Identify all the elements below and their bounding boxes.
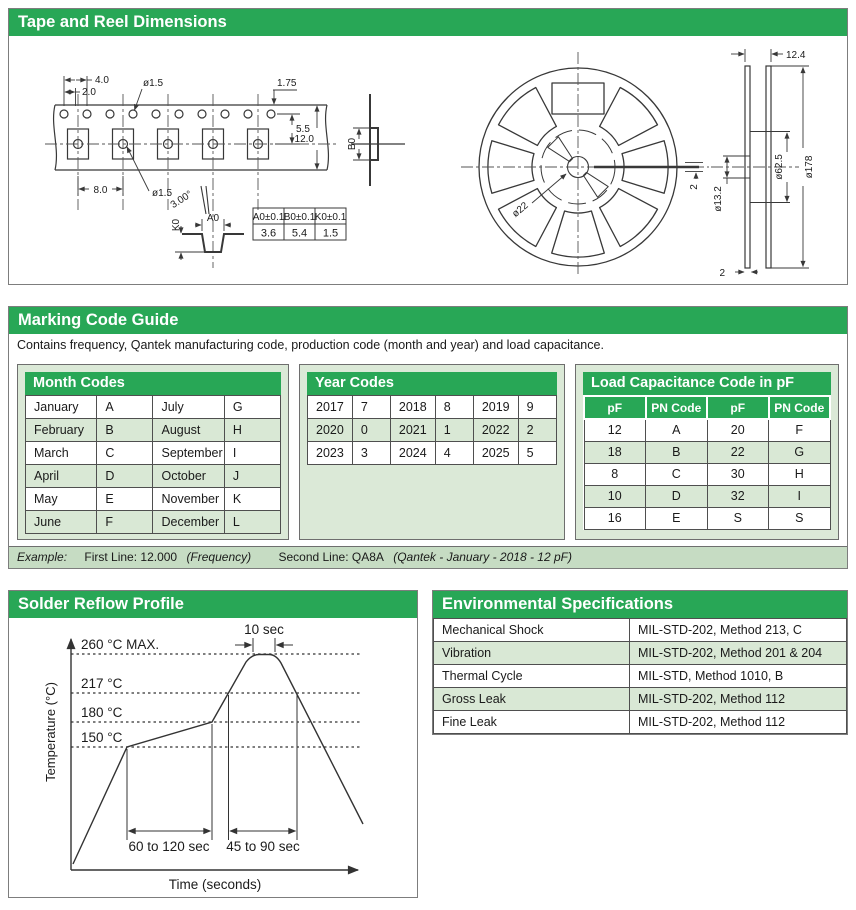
- table-cell: Fine Leak: [434, 711, 630, 734]
- year-codes-panel: [299, 364, 565, 540]
- table-cell: MIL-STD-202, Method 112: [630, 688, 847, 711]
- table-cell: B: [646, 441, 708, 463]
- ref-180-label: 180 °C: [81, 705, 123, 720]
- tape-reel-drawing: [9, 36, 847, 284]
- dim-label-bore-dia: ø13.2: [713, 186, 724, 212]
- table-cell: June: [26, 511, 97, 534]
- table-cell: 2022: [473, 419, 518, 442]
- ref-217-label: 217 °C: [81, 676, 123, 691]
- example-second-note: (Qantek - January - 2018 - 12 pF): [393, 550, 572, 564]
- marking-panels: [9, 356, 847, 548]
- table-cell: G: [224, 396, 280, 419]
- dim-label-b0: B0: [347, 137, 358, 151]
- table-cell: S: [707, 507, 769, 529]
- dim-label-hole-dia-top: ø1.5: [143, 78, 164, 89]
- table-cell: May: [26, 488, 97, 511]
- section-title: Marking Code Guide: [18, 311, 179, 329]
- load-capacitance-header-row: [584, 396, 830, 419]
- table-cell: 9: [518, 396, 556, 419]
- table-cell: 16: [584, 507, 646, 529]
- dim-label-edge-margin: 1.75: [277, 78, 297, 89]
- table-cell: February: [26, 419, 97, 442]
- dim-label-tape-thickness: 2: [689, 184, 700, 190]
- month-codes-panel: [17, 364, 289, 540]
- table-cell: L: [224, 511, 280, 534]
- table-cell: 3: [352, 442, 390, 465]
- section-title: Tape and Reel Dimensions: [18, 13, 227, 31]
- column-header: PN Code: [769, 396, 831, 419]
- environmental-specs-section: [432, 590, 848, 735]
- table-cell: A: [97, 396, 153, 419]
- column-header: PN Code: [646, 396, 708, 419]
- table-cell: December: [153, 511, 224, 534]
- table-row: [26, 488, 281, 511]
- table-cell: MIL-STD-202, Method 201 & 204: [630, 642, 847, 665]
- table-row: [26, 442, 281, 465]
- dim-label-hole-dia-pocket: ø1.5: [152, 188, 173, 199]
- table-cell: July: [153, 396, 224, 419]
- table-cell: K: [224, 488, 280, 511]
- table-cell: J: [224, 465, 280, 488]
- table-cell: F: [97, 511, 153, 534]
- dim-label-tape-width: 12.0: [294, 134, 314, 145]
- table-cell: September: [153, 442, 224, 465]
- ref-150-label: 150 °C: [81, 730, 123, 745]
- peak-time-label: 10 sec: [244, 622, 284, 637]
- table-row: [434, 688, 847, 711]
- table-cell: 2021: [390, 419, 435, 442]
- table-cell: I: [769, 485, 831, 507]
- table-cell: F: [769, 419, 831, 441]
- environmental-specs-table: [433, 618, 847, 734]
- table-cell: D: [646, 485, 708, 507]
- table-cell: A: [646, 419, 708, 441]
- table-cell: 2020: [308, 419, 353, 442]
- table-row: [308, 442, 557, 465]
- dim-label-pocket-pitch: 8.0: [93, 185, 108, 196]
- table-cell: 2018: [390, 396, 435, 419]
- pocket-dim-table: [253, 208, 347, 240]
- dim-table-value-k0: 1.5: [322, 227, 339, 240]
- table-cell: B: [97, 419, 153, 442]
- dim-table-value-b0: 5.4: [291, 227, 308, 240]
- table-row: [26, 511, 281, 534]
- table-cell: 5: [518, 442, 556, 465]
- column-header: pF: [707, 396, 769, 419]
- marking-code-section: [8, 306, 848, 569]
- section-title: Solder Reflow Profile: [18, 595, 184, 613]
- reel-front-drawing: [461, 52, 709, 276]
- table-row: [26, 419, 281, 442]
- table-cell: 4: [435, 442, 473, 465]
- tape-reel-section: [8, 8, 848, 285]
- month-codes-title: Month Codes: [25, 372, 281, 395]
- dim-label-hub-dia: ø62.5: [774, 154, 785, 180]
- table-row: [434, 619, 847, 642]
- table-cell: E: [646, 507, 708, 529]
- dim-table-value-a0: 3.6: [260, 227, 277, 240]
- dim-label-reel-dia: ø178: [804, 155, 815, 179]
- ref-260-label: 260 °C MAX.: [81, 637, 160, 652]
- table-cell: 30: [707, 463, 769, 485]
- table-cell: January: [26, 396, 97, 419]
- table-cell: MIL-STD-202, Method 112: [630, 711, 847, 734]
- pocket-b0-side-view: [351, 94, 405, 186]
- dim-table-header-b0: B0±0.1: [283, 212, 316, 223]
- table-cell: S: [769, 507, 831, 529]
- table-row: [584, 485, 830, 507]
- reflow-time-label: 45 to 90 sec: [226, 839, 300, 854]
- table-cell: 18: [584, 441, 646, 463]
- dim-label-hole-to-pocket: 5.5: [296, 124, 310, 135]
- dim-label-draft-angle: 3.00°: [168, 188, 195, 211]
- table-cell: 2: [518, 419, 556, 442]
- table-cell: 8: [435, 396, 473, 419]
- table-cell: C: [646, 463, 708, 485]
- y-axis-label: Temperature (°C): [43, 682, 58, 782]
- example-label: Example:: [17, 550, 68, 564]
- load-capacitance-title: Load Capacitance Code in pF: [583, 372, 831, 395]
- dim-label-reel-width: 12.4: [786, 50, 806, 61]
- table-cell: 8: [584, 463, 646, 485]
- dim-table-header-a0: A0±0.1: [252, 212, 285, 223]
- table-row: [26, 465, 281, 488]
- example-first-line: First Line: 12.000: [84, 550, 178, 564]
- dim-label-a0: A0: [206, 213, 220, 224]
- x-axis-label: Time (seconds): [168, 877, 262, 892]
- marking-subtitle: Contains frequency, Qantek manufacturing code, production code (month and year) and load capacitance.: [9, 334, 847, 356]
- table-cell: Thermal Cycle: [434, 665, 630, 688]
- table-row: [584, 441, 830, 463]
- table-cell: 2024: [390, 442, 435, 465]
- reel-side-drawing: [711, 49, 809, 272]
- table-cell: MIL-STD, Method 1010, B: [630, 665, 847, 688]
- dim-label-k0: K0: [171, 218, 182, 232]
- table-cell: D: [97, 465, 153, 488]
- table-cell: October: [153, 465, 224, 488]
- table-cell: E: [97, 488, 153, 511]
- table-cell: 0: [352, 419, 390, 442]
- table-cell: April: [26, 465, 97, 488]
- table-cell: 2017: [308, 396, 353, 419]
- table-row: [584, 463, 830, 485]
- section-title: Environmental Specifications: [442, 595, 674, 613]
- table-cell: 22: [707, 441, 769, 463]
- table-cell: 7: [352, 396, 390, 419]
- table-row: [308, 419, 557, 442]
- marking-example-row: [9, 546, 847, 568]
- load-capacitance-panel: [575, 364, 839, 540]
- table-cell: 1: [435, 419, 473, 442]
- table-cell: Gross Leak: [434, 688, 630, 711]
- table-row: [434, 642, 847, 665]
- year-codes-title: Year Codes: [307, 372, 557, 395]
- table-cell: MIL-STD-202, Method 213, C: [630, 619, 847, 642]
- table-row: [434, 665, 847, 688]
- table-cell: March: [26, 442, 97, 465]
- column-header: pF: [584, 396, 646, 419]
- dim-label-pitch: 4.0: [95, 75, 109, 86]
- table-cell: 2023: [308, 442, 353, 465]
- table-cell: 20: [707, 419, 769, 441]
- table-cell: Mechanical Shock: [434, 619, 630, 642]
- table-cell: November: [153, 488, 224, 511]
- table-cell: H: [769, 463, 831, 485]
- table-cell: Vibration: [434, 642, 630, 665]
- dim-label-reel-hub-dia: ø22: [510, 200, 531, 220]
- solder-reflow-header: [9, 591, 417, 618]
- reflow-chart-labels: [43, 622, 300, 892]
- dim-label-flange-thickness: 2: [719, 268, 725, 279]
- table-cell: 10: [584, 485, 646, 507]
- example-second-line: Second Line: QA8A: [278, 550, 384, 564]
- solder-reflow-section: [8, 590, 418, 898]
- dimension-labels: [82, 50, 815, 279]
- dim-table-header-k0: K0±0.1: [314, 212, 347, 223]
- table-cell: 12: [584, 419, 646, 441]
- environmental-specs-header: [433, 591, 847, 618]
- table-cell: 32: [707, 485, 769, 507]
- table-cell: G: [769, 441, 831, 463]
- table-cell: I: [224, 442, 280, 465]
- table-row: [308, 396, 557, 419]
- table-row: [584, 507, 830, 529]
- reflow-chart: [9, 618, 417, 897]
- table-cell: H: [224, 419, 280, 442]
- month-codes-table: [25, 395, 281, 534]
- table-cell: August: [153, 419, 224, 442]
- marking-code-header: [9, 307, 847, 334]
- table-row: [584, 419, 830, 441]
- table-cell: 2025: [473, 442, 518, 465]
- dim-label-half-pitch: 2.0: [82, 87, 96, 98]
- table-row: [26, 396, 281, 419]
- soak-time-label: 60 to 120 sec: [128, 839, 210, 854]
- table-row: [434, 711, 847, 734]
- tape-reel-header: [9, 9, 847, 36]
- year-codes-table: [307, 395, 557, 465]
- example-first-note: (Frequency): [186, 550, 252, 564]
- table-cell: 2019: [473, 396, 518, 419]
- table-cell: C: [97, 442, 153, 465]
- load-capacitance-table: [583, 395, 831, 530]
